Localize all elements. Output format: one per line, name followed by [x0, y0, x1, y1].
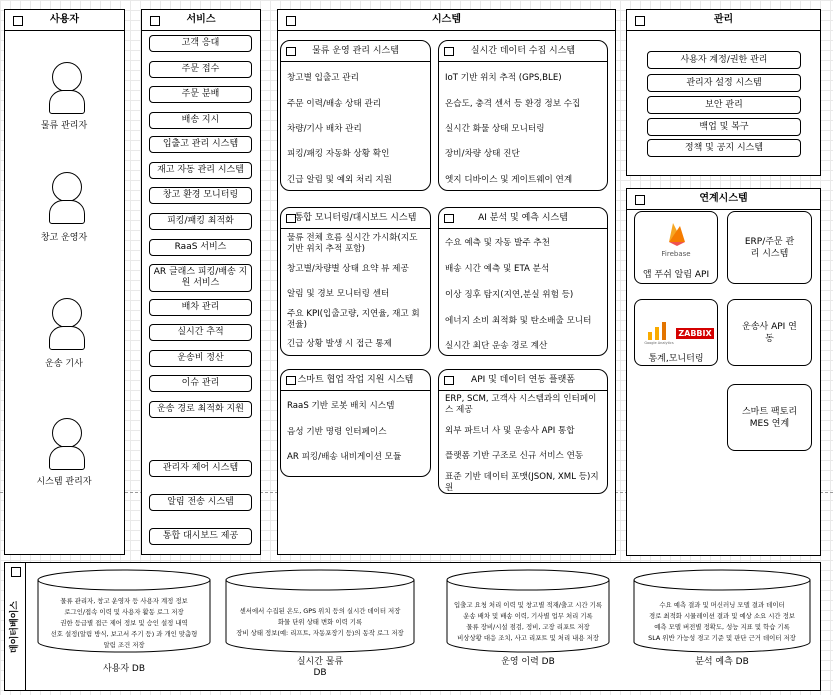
- service-item[interactable]: 입출고 관리 시스템: [149, 136, 252, 153]
- panel-title: AI 분석 및 예측 시스템: [478, 213, 568, 223]
- zabbix-logo-icon: ZABBIX: [676, 328, 714, 339]
- lane-services-title: 서비스: [142, 10, 260, 31]
- service-item[interactable]: 주문 분배: [149, 86, 252, 103]
- db-line: 수요 예측 결과 및 머신러닝 모델 결과 데이터: [659, 601, 785, 609]
- panel-item: 창고별 입출고 관리: [287, 73, 359, 83]
- service-item[interactable]: AR 글래스 피킹/배송 지원 서비스: [149, 264, 252, 292]
- service-item[interactable]: 배차 관리: [149, 299, 252, 316]
- admin-item[interactable]: 관리자 설정 시스템: [647, 74, 801, 92]
- service-item[interactable]: 창고 환경 모니터링: [149, 187, 252, 204]
- db-user-text: [38, 596, 210, 651]
- admin-item[interactable]: 백업 및 복구: [647, 118, 801, 136]
- db-line: 입출고 요청 처리 이력 및 창고별 적재/출고 시간 기록: [453, 601, 603, 609]
- db-line: 장비 상태 정보(예: 리프트, 자동포장기 등)의 동작 로그 저장: [236, 629, 404, 637]
- service-item[interactable]: 통합 대시보드 제공: [149, 528, 252, 545]
- admin-item[interactable]: 사용자 계정/권한 관리: [647, 51, 801, 69]
- google-analytics-brand: Google Analytics: [644, 341, 674, 345]
- panel-item: 에너지 소비 최적화 및 탄소배출 모니터: [445, 316, 592, 326]
- admin-item[interactable]: 보안 관리: [647, 96, 801, 114]
- monitor-label: 통계,모니터링: [648, 354, 704, 364]
- lane-database-title: 데이터베이스: [10, 600, 20, 654]
- actor-label: 시스템 관리자: [36, 477, 92, 487]
- panel-title: API 및 데이터 연동 플랫폼: [471, 375, 575, 385]
- admin-item[interactable]: 정책 및 공지 시스템: [647, 139, 801, 157]
- service-item[interactable]: 운송 경로 최적화 지원: [149, 401, 252, 418]
- service-item[interactable]: 재고 자동 관리 시스템: [149, 162, 252, 179]
- panel-item: 플랫폼 기반 구조로 신규 서비스 연동: [445, 451, 584, 461]
- panel-title: 실시간 데이터 수집 시스템: [470, 46, 576, 56]
- db-line: 화물 단위 상태 변화 이력 기록: [277, 618, 363, 626]
- service-item[interactable]: RaaS 서비스: [149, 239, 252, 256]
- service-item[interactable]: 관리자 제어 시스템: [149, 460, 252, 477]
- service-item[interactable]: 이슈 관리: [149, 375, 252, 392]
- carrier-api-label: 운송사 API 연동: [742, 321, 797, 344]
- db-line: 예측 모델 버전별 정확도, 성능 지표 및 학습 기록: [654, 623, 790, 631]
- service-item[interactable]: 고객 응대: [149, 35, 252, 52]
- lane-admin-title: 관리: [627, 10, 820, 31]
- db-line: 운송 배차 및 배송 이력, 기사별 업무 처리 기록: [463, 612, 593, 620]
- db-line: 선호 설정(알림 방식, 보고서 주기 등) 과 개인 맞춤형: [50, 630, 198, 638]
- panel-item: RaaS 기반 로봇 배치 시스템: [287, 401, 395, 411]
- db-line: 물류 장비/시설 점검, 정비, 고장 리포트 저장: [466, 623, 590, 631]
- lane-integration-title: 연계시스템: [627, 189, 820, 210]
- service-item[interactable]: 배송 지시: [149, 112, 252, 129]
- db-analysis-label: 분석 예측 DB: [695, 657, 749, 667]
- panel-item: 주요 KPI(입출고량, 지연율, 재고 회전율): [287, 309, 420, 330]
- panel-item: ERP, SCM, 고객사 시스템과의 인터페이스 제공: [445, 394, 597, 415]
- db-line: 센서에서 수집된 온도, GPS 위치 등의 실시간 데이터 저장: [239, 607, 401, 615]
- panel-title: 스마트 협업 작업 지원 시스템: [297, 375, 414, 385]
- panel-title: 통합 모니터링/대시보드 시스템: [294, 213, 417, 223]
- service-item[interactable]: 피킹/패킹 최적화: [149, 213, 252, 230]
- db-line: 비상상황 대응 조치, 사고 리포트 및 처리 내용 저장: [457, 634, 599, 642]
- service-item[interactable]: 알림 전송 시스템: [149, 494, 252, 511]
- panel-item: 배송 시간 예측 및 ETA 분석: [445, 264, 550, 274]
- panel-item: 물류 전체 흐름 실시간 가시화(지도 기반 위치 추적 포함): [287, 233, 418, 254]
- panel-item: AR 피킹/배송 내비게이션 모듈: [287, 452, 402, 462]
- panel-item: 실시간 화물 상태 모니터링: [445, 124, 545, 134]
- panel-item: 엣지 디바이스 및 게이트웨이 연계: [445, 175, 573, 185]
- actor-label: 물류 관리자: [40, 121, 88, 131]
- db-realtime-text: [226, 606, 414, 639]
- panel-item: 온습도, 충격 센서 등 환경 정보 수집: [445, 99, 581, 109]
- db-ops-label: 운영 이력 DB: [501, 657, 555, 667]
- service-item[interactable]: 운송비 정산: [149, 350, 252, 367]
- panel-item: 창고별/차량별 상태 요약 뷰 제공: [287, 264, 409, 274]
- panel-item: 장비/차량 상태 진단: [445, 149, 520, 159]
- db-line: SLA 위반 가능성 경고 기준 및 판단 근거 데이터 저장: [648, 634, 796, 642]
- db-realtime-label: 실시간 물류 DB: [296, 657, 344, 678]
- db-line: 권한 등급별 접근 제어 정보 및 승인 설정 내역: [60, 619, 188, 627]
- db-line: 로그인/접속 이력 및 사용자 활동 로그 저장: [64, 608, 184, 616]
- panel-item: 긴급 상황 발생 시 접근 통제: [287, 339, 392, 349]
- firebase-brand-text: Firebase: [661, 250, 691, 258]
- actor-label: 운송 기사: [45, 359, 83, 369]
- db-ops-text: [447, 600, 609, 644]
- firebase-label: 앱 푸쉬 알림 API: [642, 270, 710, 280]
- panel-item: 음성 기반 명령 인터페이스: [287, 427, 387, 437]
- panel-item: 이상 징후 탐지(지연,분실 위험 등): [445, 290, 574, 300]
- panel-title: 물류 운영 관리 시스템: [312, 46, 399, 56]
- lane-system-title: 시스템: [278, 10, 615, 31]
- panel-item: 주문 이력/배송 상태 관리: [287, 99, 382, 109]
- panel-item: IoT 기반 위치 추적 (GPS,BLE): [445, 73, 562, 83]
- panel-item: 수요 예측 및 자동 발주 추천: [445, 238, 550, 248]
- panel-item: 표준 기반 데이터 포맷(JSON, XML 등)지원: [445, 472, 599, 493]
- db-line: 경로 최적화 시뮬레이션 결과 및 예상 소요 시간 정보: [649, 612, 795, 620]
- db-user-label: 사용자 DB: [102, 664, 146, 674]
- db-analysis-text: [634, 600, 810, 644]
- db-line: 물류 관리자, 창고 운영자 등 사용자 계정 정보: [60, 597, 188, 605]
- lane-users-title: 사용자: [5, 10, 124, 31]
- panel-item: 외부 파트너 사 및 운송사 API 통합: [445, 426, 575, 436]
- panel-item: 긴급 알림 및 예외 처리 지원: [287, 175, 392, 185]
- panel-item: 피킹/패킹 자동화 상황 확인: [287, 149, 390, 159]
- erp-label: ERP/주문 관리 시스템: [744, 236, 795, 259]
- panel-item: 알림 및 경보 모니터링 센터: [287, 289, 390, 299]
- db-line: 알림 조건 저장: [103, 641, 145, 649]
- service-item[interactable]: 주문 접수: [149, 61, 252, 78]
- panel-item: 실시간 최단 운송 경로 계산: [445, 341, 548, 351]
- actor-label: 창고 운영자: [40, 233, 88, 243]
- service-item[interactable]: 실시간 추적: [149, 324, 252, 341]
- mes-label: 스마트 팩토리 MES 연계: [741, 406, 798, 429]
- panel-item: 차량/기사 배차 관리: [287, 124, 362, 134]
